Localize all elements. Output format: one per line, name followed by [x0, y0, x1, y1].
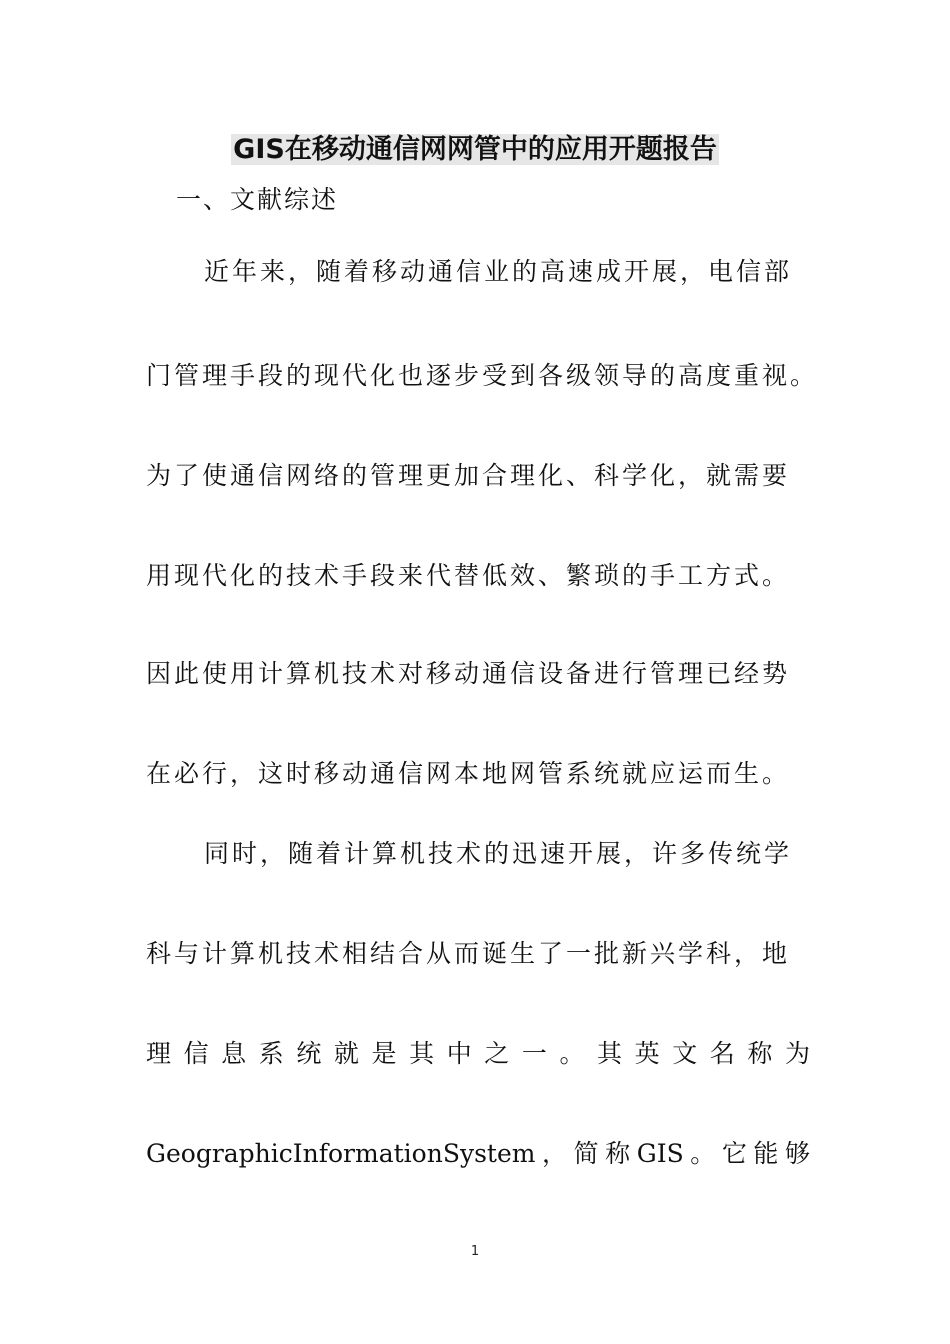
paragraph-line: GeographicInformationSystem，简称GIS。它能够 — [146, 1139, 810, 1168]
paragraph-line: 科与计算机技术相结合从而诞生了一批新兴学科，地 — [146, 939, 791, 968]
page-number: 1 — [470, 1244, 480, 1259]
document-title-text: GIS在移动通信网网管中的应用开题报告 — [233, 134, 717, 165]
paragraph-line: 为了使通信网络的管理更加合理化、科学化，就需要 — [146, 461, 791, 490]
document-title — [0, 130, 950, 170]
paragraph-line: 同时，随着计算机技术的迅速开展，许多传统学 — [204, 839, 793, 868]
paragraph-line: 用现代化的技术手段来代替低效、繁琐的手工方式。 — [146, 561, 791, 590]
paragraph-line: 在必行，这时移动通信网本地网管系统就应运而生。 — [146, 759, 791, 788]
paragraph-line: 因此使用计算机技术对移动通信设备进行管理已经势 — [146, 659, 791, 688]
section-heading: 一、文献综述 — [176, 185, 339, 214]
paragraph-line: 门管理手段的现代化也逐步受到各级领导的高度重视。 — [146, 361, 819, 390]
paragraph-line: 近年来，随着移动通信业的高速成开展，电信部 — [204, 257, 793, 286]
paragraph-line: 理信息系统就是其中之一。其英文名称为 — [146, 1039, 810, 1068]
